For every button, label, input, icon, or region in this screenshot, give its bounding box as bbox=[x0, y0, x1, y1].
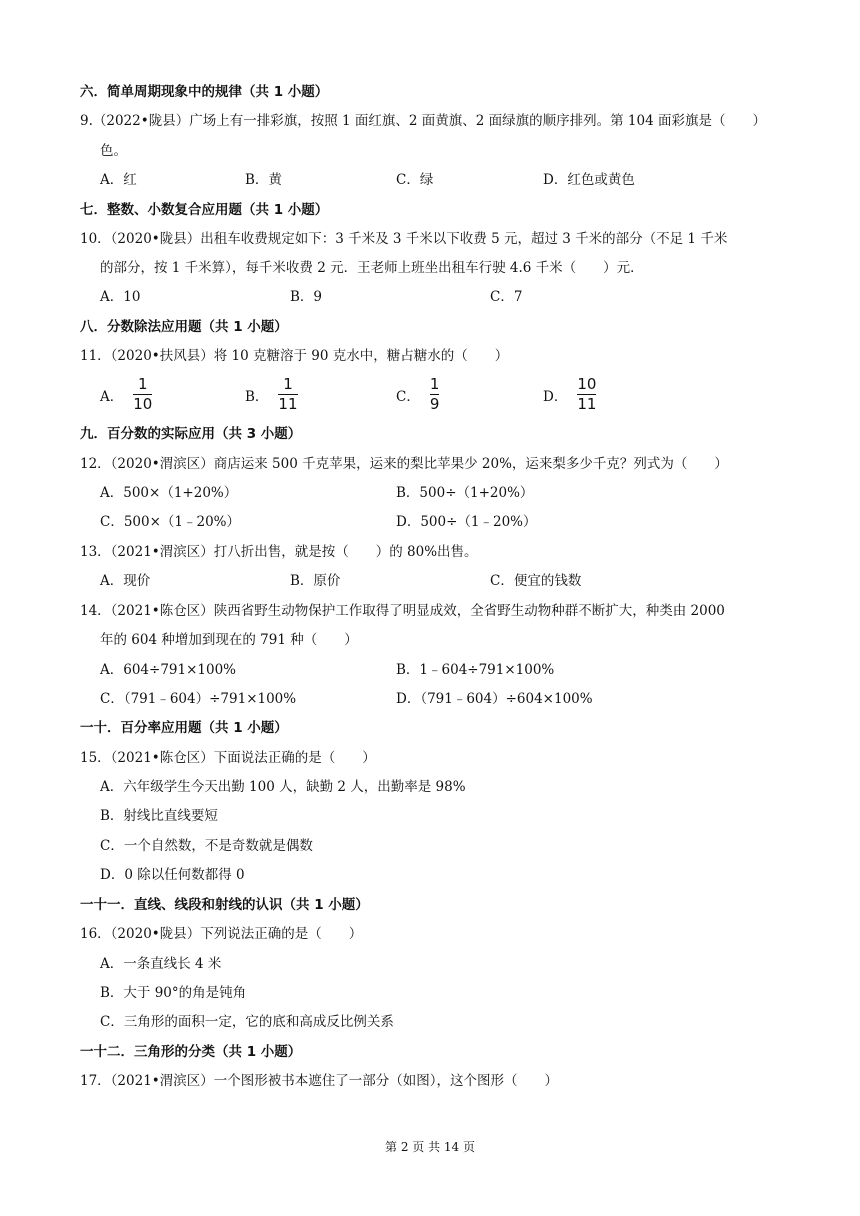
section-heading-9: 九．百分数的实际应用（共 3 小题） bbox=[80, 426, 302, 442]
fraction-denominator: 11 bbox=[278, 395, 298, 413]
section-heading-7: 七．整数、小数复合应用题（共 1 小题） bbox=[80, 202, 329, 218]
q10-option-a: A．10 bbox=[100, 289, 141, 305]
q10-option-b: B．9 bbox=[290, 289, 323, 305]
q11-option-d-fraction bbox=[577, 376, 596, 413]
q11-option-b-fraction bbox=[278, 376, 297, 413]
fraction-denominator: 10 bbox=[133, 395, 153, 413]
q16-option-c: C．三角形的面积一定，它的底和高成反比例关系 bbox=[100, 1014, 394, 1030]
q11-option-a-label: A． bbox=[100, 388, 124, 405]
q11-option-a-fraction bbox=[133, 376, 152, 413]
q15-option-b: B．射线比直线要短 bbox=[100, 808, 218, 824]
q11-option-b-label: B． bbox=[245, 388, 269, 405]
fraction-numerator: 1 bbox=[429, 375, 440, 393]
question-13-stem: 13．（2021•渭滨区）打八折出售，就是按（ ）的 80%出售。 bbox=[80, 544, 478, 560]
section-heading-6: 六．简单周期现象中的规律（共 1 小题） bbox=[80, 84, 329, 100]
q13-option-a: A．现价 bbox=[100, 573, 151, 589]
q16-option-a: A．一条直线长 4 米 bbox=[100, 956, 222, 972]
q9-option-d: D．红色或黄色 bbox=[543, 172, 635, 188]
question-17-stem: 17．（2021•渭滨区）一个图形被书本遮住了一部分（如图），这个图形（ ） bbox=[80, 1073, 558, 1089]
q12-option-d: D．500÷（1﹣20%） bbox=[396, 514, 537, 530]
q11-option-c-fraction bbox=[430, 376, 440, 413]
q11-option-b bbox=[245, 376, 298, 413]
page-footer: 第 2 页 共 14 页 bbox=[385, 1140, 475, 1154]
fraction-denominator: 11 bbox=[577, 395, 597, 413]
q15-option-a: A．六年级学生今天出勤 100 人，缺勤 2 人，出勤率是 98% bbox=[100, 779, 466, 795]
q11-option-d-label: D． bbox=[543, 388, 568, 405]
q9-option-c: C．绿 bbox=[396, 172, 434, 188]
q12-option-c: C．500×（1﹣20%） bbox=[100, 514, 241, 530]
q14-option-c: C．（791﹣604）÷791×100% bbox=[100, 691, 297, 707]
question-12-stem: 12．（2020•渭滨区）商店运来 500 千克苹果，运来的梨比苹果少 20%，运来梨多少千克？列式为（ ） bbox=[80, 456, 728, 472]
section-heading-12: 一十二．三角形的分类（共 1 小题） bbox=[80, 1044, 302, 1060]
q16-option-b: B．大于 90°的角是钝角 bbox=[100, 985, 247, 1001]
fraction-numerator: 10 bbox=[577, 375, 597, 393]
section-heading-11: 一十一．直线、线段和射线的认识（共 1 小题） bbox=[80, 897, 369, 913]
q11-option-c-label: C． bbox=[396, 388, 420, 405]
q11-option-c bbox=[396, 376, 439, 413]
question-14-stem-cont: 年的 604 种增加到现在的 791 种（ ） bbox=[100, 632, 358, 648]
question-14-stem: 14．（2021•陈仓区）陕西省野生动物保护工作取得了明显成效，全省野生动物种群不断扩大，种类由 2000 bbox=[80, 603, 725, 619]
q12-option-a: A．500×（1+20%） bbox=[100, 485, 238, 501]
q10-option-c: C．7 bbox=[490, 289, 523, 305]
q15-option-d: D．0 除以任何数都得 0 bbox=[100, 867, 245, 883]
q14-option-d: D．（791﹣604）÷604×100% bbox=[396, 691, 593, 707]
q9-option-b: B．黄 bbox=[245, 172, 282, 188]
q11-option-d bbox=[543, 376, 596, 413]
question-9-stem: 9.（2022•陇县）广场上有一排彩旗，按照 1 面红旗、2 面黄旗、2 面绿旗的顺序排列。第 104 面彩旗是（ ） bbox=[80, 113, 766, 129]
question-11-stem: 11．（2020•扶风县）将 10 克糖溶于 90 克水中，糖占糖水的（ ） bbox=[80, 348, 509, 364]
fraction-numerator: 1 bbox=[283, 375, 293, 393]
fraction-numerator: 1 bbox=[138, 375, 148, 393]
question-15-stem: 15．（2021•陈仓区）下面说法正确的是（ ） bbox=[80, 750, 376, 766]
q13-option-b: B．原价 bbox=[290, 573, 341, 589]
question-10-stem-cont: 的部分，按 1 千米算），每千米收费 2 元．王老师上班坐出租车行驶 4.6 千米（ ）元． bbox=[100, 260, 644, 276]
question-9-stem-cont: 色。 bbox=[100, 143, 127, 159]
section-heading-8: 八．分数除法应用题（共 1 小题） bbox=[80, 319, 288, 335]
q15-option-c: C．一个自然数，不是奇数就是偶数 bbox=[100, 838, 313, 854]
fraction-denominator: 9 bbox=[429, 395, 440, 413]
question-16-stem: 16．（2020•陇县）下列说法正确的是（ ） bbox=[80, 926, 363, 942]
q12-option-b: B．500÷（1+20%） bbox=[396, 485, 534, 501]
q11-option-a bbox=[100, 376, 152, 413]
section-heading-10: 一十．百分率应用题（共 1 小题） bbox=[80, 720, 288, 736]
q13-option-c: C．便宜的钱数 bbox=[490, 573, 582, 589]
question-10-stem: 10．（2020•陇县）出租车收费规定如下：3 千米及 3 千米以下收费 5 元，超过 3 千米的部分（不足 1 千米 bbox=[80, 231, 728, 247]
q14-option-b: B．1﹣604÷791×100% bbox=[396, 662, 555, 678]
q9-option-a: A．红 bbox=[100, 172, 137, 188]
q14-option-a: A．604÷791×100% bbox=[100, 662, 237, 678]
